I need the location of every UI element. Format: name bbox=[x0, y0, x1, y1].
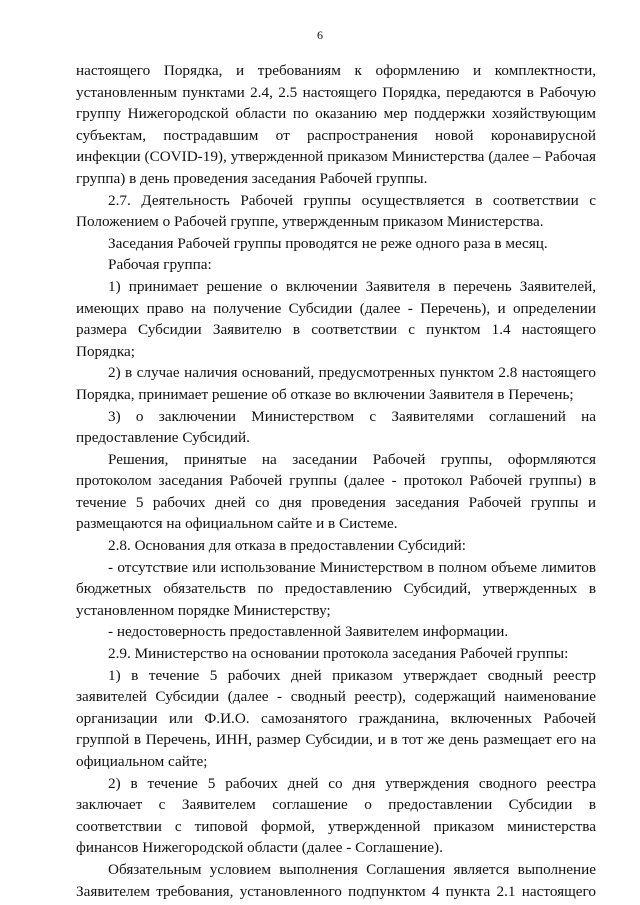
paragraph: 2.9. Министерство на основании протокола заседания Рабочей группы: bbox=[108, 645, 569, 663]
paragraph: Заседания Рабочей группы проводятся не реже одного раза в месяц. bbox=[108, 234, 548, 252]
paragraph: 2) в течение 5 рабочих дней со дня утверждения сводного реестра заключает с Заявителем соглашение о предоставлении Субсидии в соответствии с типовой формой, утвержденной приказом министерства финансов Нижегородской области (далее - Соглашение). bbox=[76, 774, 596, 857]
document-body bbox=[76, 60, 596, 902]
paragraph: - отсутствие или использование Министерством в полном объеме лимитов бюджетных обязательств по предоставлению Субсидий, утвержденных в установленном порядке Министерству; bbox=[76, 558, 596, 619]
paragraph: Решения, принятые на заседании Рабочей группы, оформляются протоколом заседания Рабочей группы (далее - протокол Рабочей группы) в течение 5 рабочих дней со дня проведения заседания Рабочей группы и размещаются на официальном сайте и в Системе. bbox=[76, 450, 596, 533]
paragraph: настоящего Порядка, и требованиям к оформлению и комплектности, установленным пунктами 2.4, 2.5 настоящего Порядка, передаются в Рабочую группу Нижегородской области по оказанию мер поддержки хозяйствующим субъектам, пострадавшим от распространения новой коронавирусной инфекции (COVID-19), утвержденной приказом Министерства (далее – Рабочая группа) в день проведения заседания Рабочей группы. bbox=[76, 62, 596, 187]
paragraph: 2.8. Основания для отказа в предоставлении Субсидий: bbox=[108, 537, 466, 555]
paragraph: 2) в случае наличия оснований, предусмотренных пунктом 2.8 настоящего Порядка, принимает решение об отказе во включении Заявителя в Перечень; bbox=[76, 364, 596, 403]
paragraph: 1) в течение 5 рабочих дней приказом утверждает сводный реестр заявителей Субсидии (далее - сводный реестр), содержащий наименование организации или Ф.И.О. самозанятого гражданина, включенных Рабочей группой в Перечень, ИНН, размер Субсидии, и в тот же день размещает его на официальном сайте; bbox=[76, 666, 596, 770]
paragraph: - недостоверность предоставленной Заявителем информации. bbox=[108, 623, 509, 641]
paragraph: 3) о заключении Министерством с Заявителями соглашений на предоставление Субсидий. bbox=[76, 407, 596, 447]
paragraph: 1) принимает решение о включении Заявителя в перечень Заявителей, имеющих право на получение Субсидии (далее - Перечень), и определении размера Субсидии Заявителю в соответствии с пунктом 1.4 настоящего Порядка; bbox=[76, 277, 596, 360]
paragraph: Рабочая группа: bbox=[108, 256, 212, 274]
paragraph: 2.7. Деятельность Рабочей группы осуществляется в соответствии с Положением о Рабочей группе, утвержденным приказом Министерства. bbox=[76, 191, 596, 231]
paragraph: Обязательным условием выполнения Соглашения является выполнение Заявителем требования, установленного подпунктом 4 пункта 2.1 настоящего bbox=[76, 860, 596, 900]
page-number: 6 bbox=[317, 28, 323, 42]
